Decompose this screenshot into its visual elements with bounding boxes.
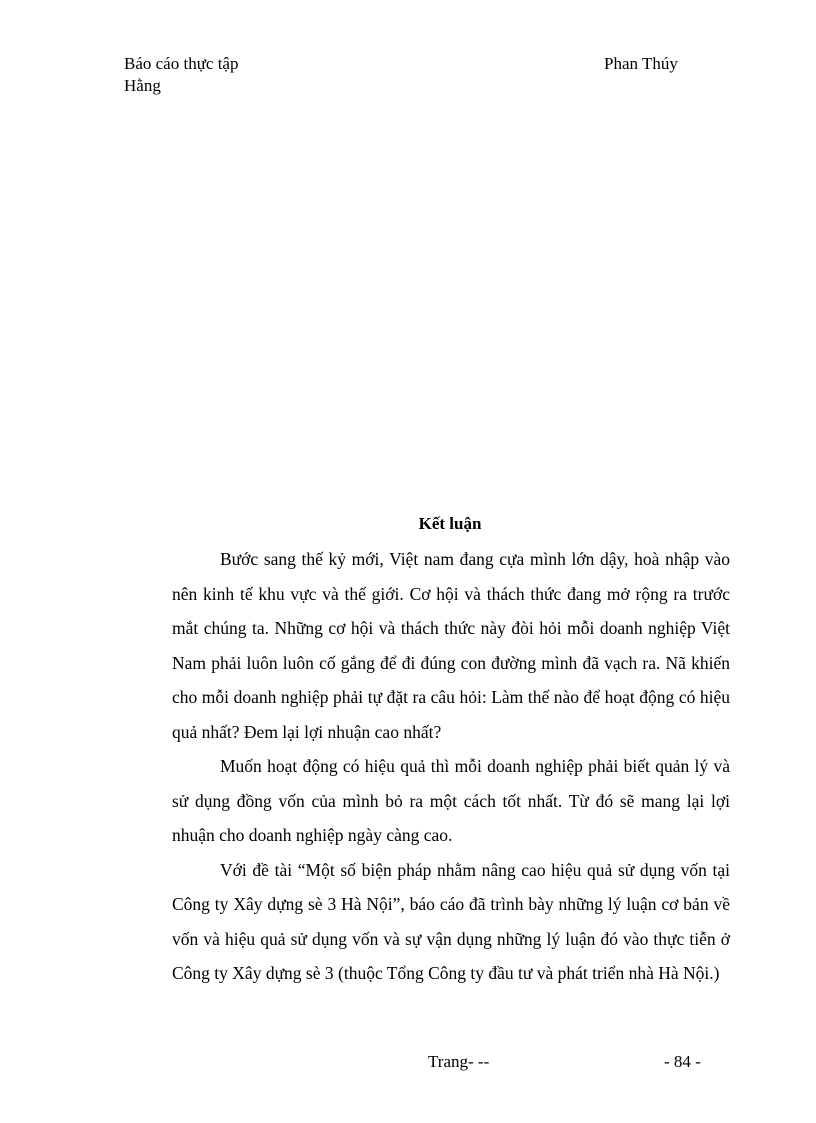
paragraph-2: Muốn hoạt động có hiệu quả thì mỗi doanh nghiệp phải biết quản lý và sử dụng đồng vốn của mình bỏ ra một cách tốt nhất. Từ đó sẽ mang lại lợi nhuận cho doanh nghiệp ngày càng cao. xyxy=(172,756,730,845)
body-text xyxy=(172,542,730,991)
header-author: Phan Thúy xyxy=(604,54,678,73)
paragraph-1: Bước sang thế kỷ mới, Việt nam đang cựa mình lớn dậy, hoà nhập vào nên kinh tế khu vực và thế giới. Cơ hội và thách thức đang mở rộng ra trước mắt chúng ta. Những cơ hội và thách thức này đòi hỏi mỗi doanh nghiệp Việt Nam phải luôn luôn cố gắng để đi đúng con đường mình đã vạch ra. Nã khiến cho mỗi doanh nghiệp phải tự đặt ra câu hỏi: Làm thế nào để hoạt động có hiệu quả nhất? Đem lại lợi nhuận cao nhất? xyxy=(172,549,730,742)
header-report-title: Báo cáo thực tập Hằng xyxy=(124,54,239,95)
footer-page-label: Trang- -- xyxy=(428,1052,490,1071)
section-title: Kết luận xyxy=(418,514,482,533)
paragraph-3: Với đề tài “Một số biện pháp nhằm nâng cao hiệu quả sử dụng vốn tại Công ty Xây dựng sè 3 Hà Nội”, báo cáo đã trình bày những lý luận cơ bản về vốn và hiệu quả sử dụng vốn và sự vận dụng những lý luận đó vào thực tiễn ở Công ty Xây dựng sè 3 (thuộc Tổng Công ty đầu tư và phát triển nhà Hà Nội.) xyxy=(172,859,730,983)
footer-page-number: - 84 - xyxy=(664,1052,701,1071)
